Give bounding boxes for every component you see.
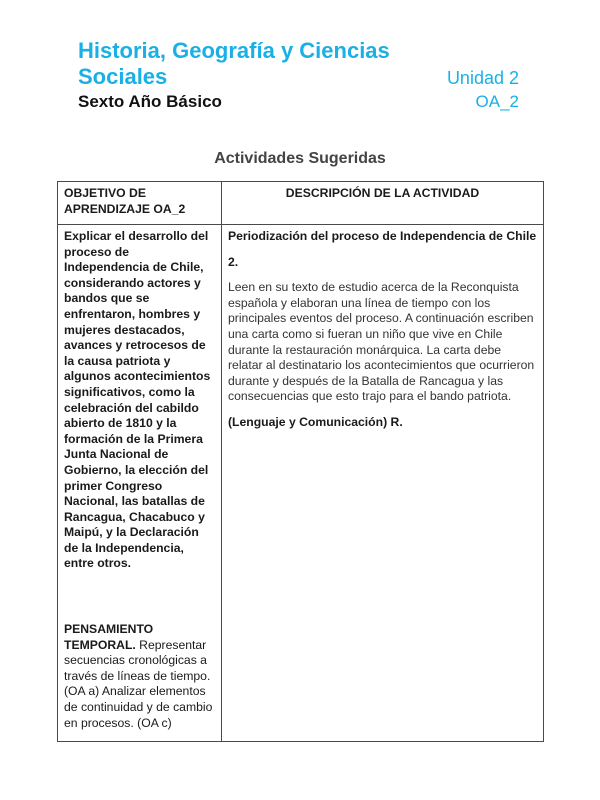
objective-cell xyxy=(58,225,222,742)
grade-label: Sexto Año Básico xyxy=(78,92,222,111)
skill-block xyxy=(64,622,215,731)
activity-note: (Lenguaje y Comunicación) R. xyxy=(228,414,403,429)
table-row xyxy=(58,225,544,742)
header-description: DESCRIPCIÓN DE LA ACTIVIDAD xyxy=(222,182,544,225)
description-cell xyxy=(222,225,544,742)
title-row xyxy=(78,64,522,90)
grade-row xyxy=(78,91,522,113)
subject-title: Historia, Geografía y Ciencias xyxy=(78,38,390,63)
table-header-row xyxy=(58,182,544,225)
subject-title-continued: Sociales xyxy=(78,64,168,89)
document-header xyxy=(78,38,522,113)
skill-text: Representar secuencias cronológicas a través de líneas de tiempo. (OA a) Analizar elementos de continuidad y de cambio en procesos. (OA c) xyxy=(64,637,213,730)
activity-title: Periodización del proceso de Independencia de Chile xyxy=(228,229,537,243)
activity-number: 2. xyxy=(228,254,239,269)
section-title: Actividades Sugeridas xyxy=(214,150,386,167)
skill-title: PENSAMIENTO TEMPORAL. xyxy=(64,622,154,652)
activity-text: Leen en su texto de estudio acerca de la Reconquista española y elaboran una línea de tiempo con los principales eventos del proceso. A continuación escriben una carta como si fueran un niño que vive en Chile durante la restauración monárquica. La carta debe relatar al destinatario los acontecimientos que ocurrieron durante y después de la Batalla de Rancagua y las consecuencias que esto trajo para el bando patriota. xyxy=(228,280,535,404)
activities-table xyxy=(57,181,544,742)
header-objective: OBJETIVO DE APRENDIZAJE OA_2 xyxy=(58,182,222,225)
unit-label: Unidad 2 xyxy=(446,68,519,88)
objective-text: Explicar el desarrollo del proceso de Independencia de Chile, considerando actores y bandos que se enfrentaron, hombres y mujeres destacados, avances y retrocesos de la causa patriota y algunos acontecimientos significativos, como la celebración del cabildo abierto de 1810 y la formación de la Primera Junta Nacional de Gobierno, la elección del primer Congreso Nacional, las batallas de Rancagua, Chacabuco y Maipú, y la Declaración de la Independencia, entre otros. xyxy=(64,229,211,571)
oa-label: OA_2 xyxy=(475,92,519,111)
